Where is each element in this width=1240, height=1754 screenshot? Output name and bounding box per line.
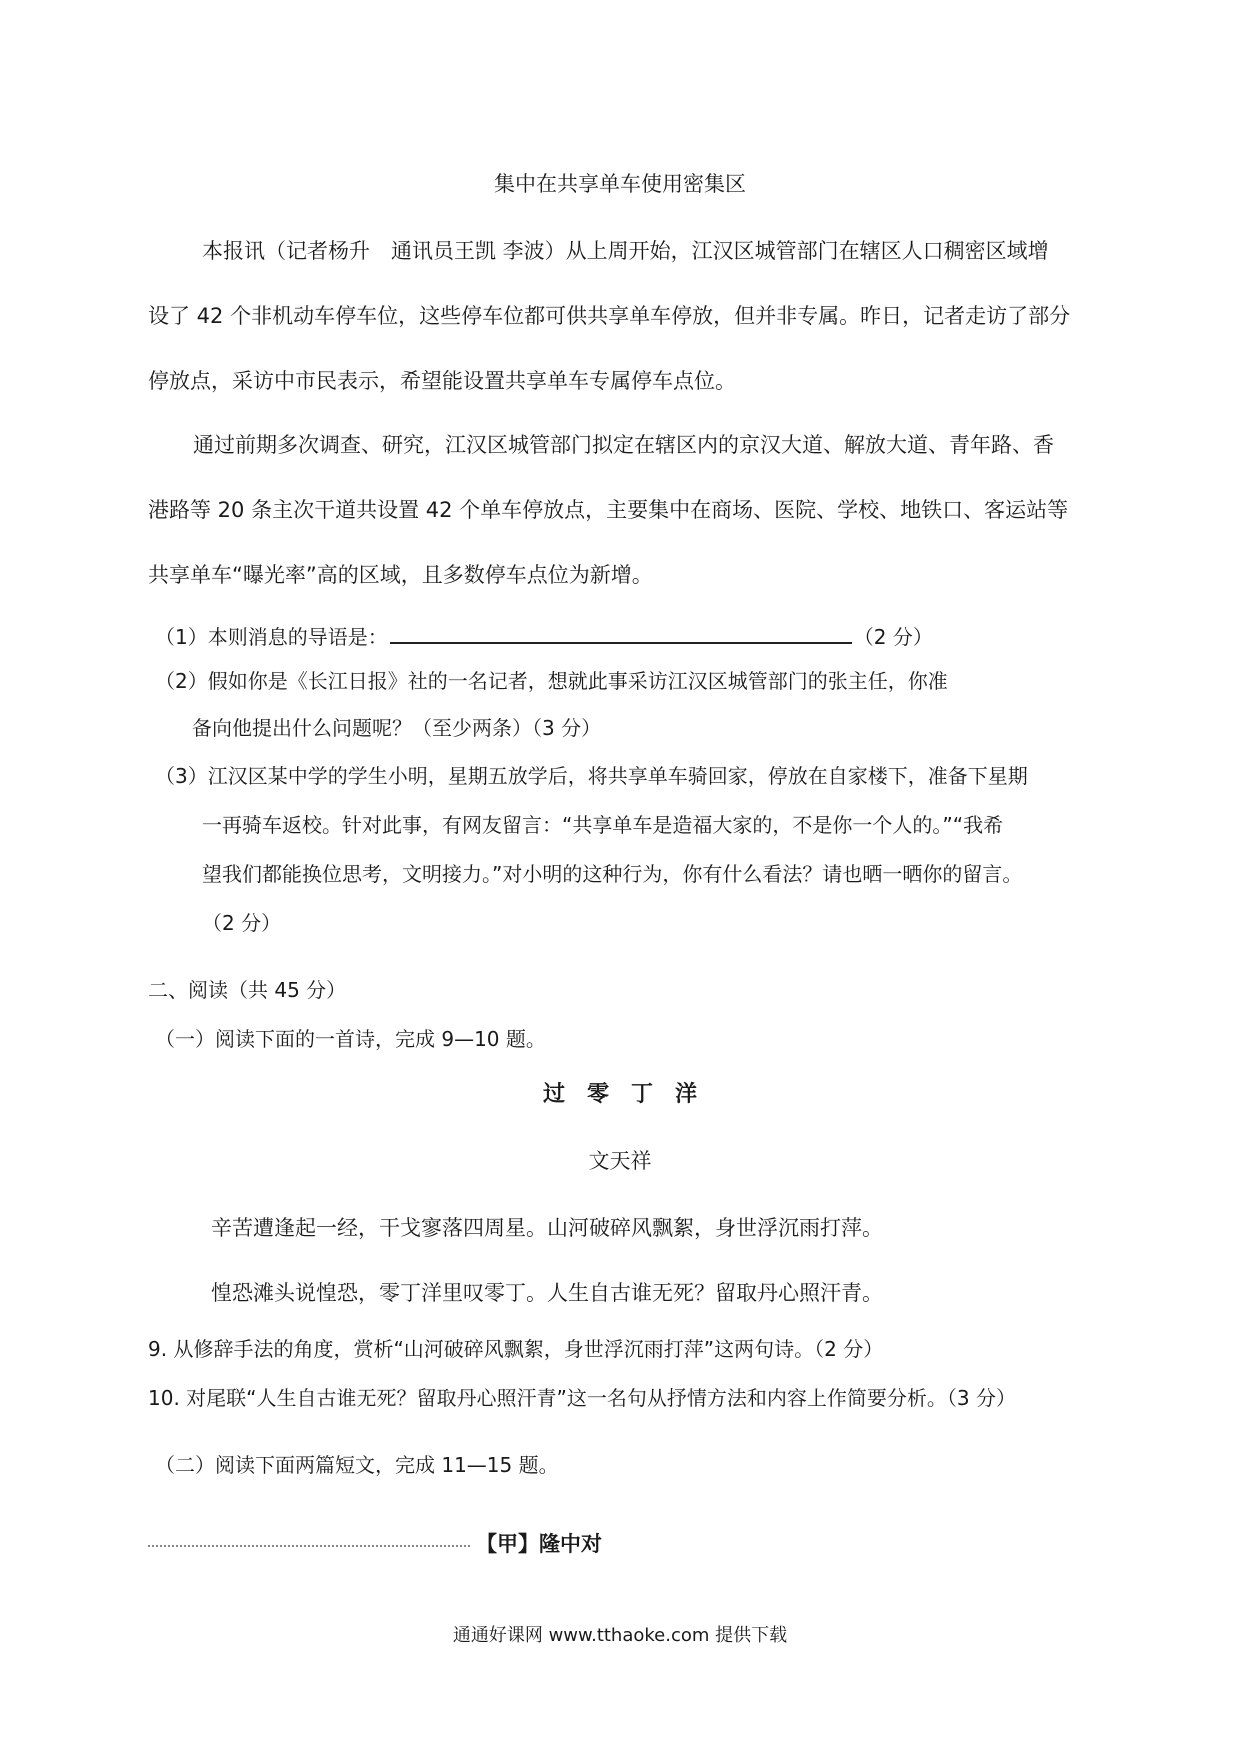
section-2-sub-1: （一）阅读下面的一首诗，完成 9—10 题。 <box>155 1027 546 1051</box>
news-paragraph-1-line-1: 本报讯（记者杨升 通讯员王凯 李波）从上周开始，江汉区城管部门在辖区人口稠密区域增 <box>202 239 1049 263</box>
news-paragraph-2-line-3: 共享单车“曝光率”高的区域，且多数停车点位为新增。 <box>148 563 653 587</box>
question-3-line-2: 一再骑车返校。针对此事，有网友留言：“共享单车是造福大家的，不是你一个人的。”“我希 <box>202 813 1004 837</box>
question-1 <box>155 622 933 647</box>
news-paragraph-1-line-2: 设了 42 个非机动车停车位，这些停车位都可供共享单车停放，但并非专属。昨日，记者走访了部分 <box>148 304 1071 328</box>
footer-credit: 通通好课网 www.tthaoke.com 提供下载 <box>452 1625 788 1646</box>
question-1-score: （2 分） <box>853 625 933 649</box>
question-3-line-4: （2 分） <box>202 911 282 935</box>
news-paragraph-2-line-1: 通过前期多次调查、研究，江汉区城管部门拟定在辖区内的京汉大道、解放大道、青年路、香 <box>193 433 1054 457</box>
question-1-text: （1）本则消息的导语是： <box>155 625 388 649</box>
dotted-leader <box>148 1545 470 1547</box>
news-title: 集中在共享单车使用密集区 <box>494 172 746 196</box>
news-paragraph-1-line-3: 停放点，采访中市民表示，希望能设置共享单车专属停车点位。 <box>148 369 736 393</box>
question-3-line-1: （3）江汉区某中学的学生小明，星期五放学后，将共享单车骑回家，停放在自家楼下，准备下星期 <box>155 764 1028 788</box>
poem-author: 文天祥 <box>588 1149 652 1173</box>
question-10: 10. 对尾联“人生自古谁无死？留取丹心照汗青”这一名句从抒情方法和内容上作简要分析。（3 分） <box>148 1386 1016 1410</box>
poem-line-2: 惶恐滩头说惶恐，零丁洋里叹零丁。人生自古谁无死？留取丹心照汗青。 <box>211 1281 883 1305</box>
question-9: 9. 从修辞手法的角度，赏析“山河破碎风飘絮，身世浮沉雨打萍”这两句诗。（2 分） <box>148 1337 884 1361</box>
poem-title: 过 零 丁 洋 <box>542 1082 697 1107</box>
question-2-line-2: 备向他提出什么问题呢？（至少两条）（3 分） <box>192 716 602 740</box>
section-2-heading: 二、阅读（共 45 分） <box>148 978 347 1002</box>
news-paragraph-2-line-2: 港路等 20 条主次干道共设置 42 个单车停放点，主要集中在商场、医院、学校、地铁口、客运站等 <box>148 498 1069 522</box>
question-3-line-3: 望我们都能换位思考，文明接力。”对小明的这种行为，你有什么看法？请也晒一晒你的留言。 <box>202 862 1023 886</box>
question-2-line-1: （2）假如你是《长江日报》社的一名记者，想就此事采访江汉区城管部门的张主任，你准 <box>155 669 948 693</box>
poem-line-1: 辛苦遭逢起一经，干戈寥落四周星。山河破碎风飘絮，身世浮沉雨打萍。 <box>211 1216 883 1240</box>
article-title: 【甲】隆中对 <box>476 1532 602 1556</box>
answer-blank[interactable] <box>390 622 852 644</box>
section-2-sub-2: （二）阅读下面两篇短文，完成 11—15 题。 <box>155 1453 559 1477</box>
